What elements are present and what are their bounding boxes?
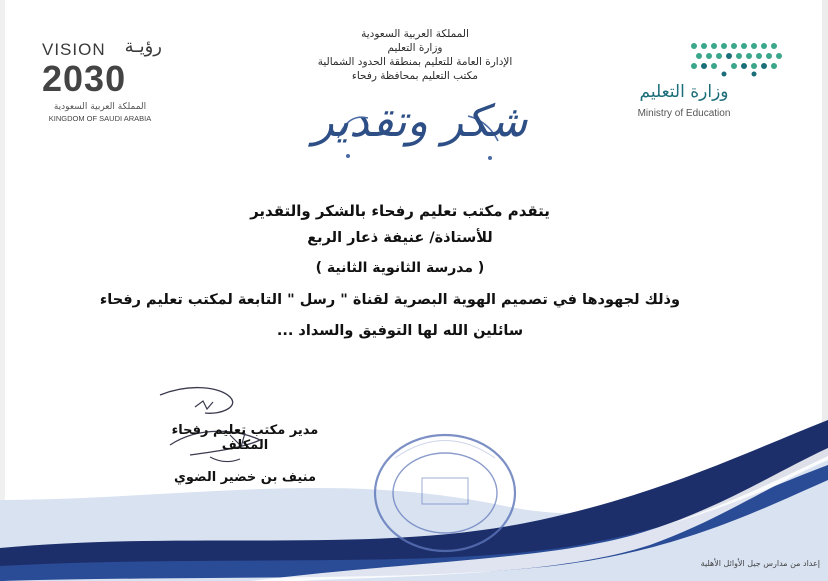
ministry-name-en: Ministry of Education (637, 108, 731, 119)
signatory-title: مدير مكتب تعليم رفحاء المكلف (171, 423, 319, 453)
vision-year: 2030 (42, 58, 127, 99)
header-line-ministry: وزارة التعليم (387, 42, 443, 54)
ministry-of-education-logo (628, 40, 798, 130)
body-line-school: ( مدرسة الثانوية الثانية ) (315, 260, 485, 276)
ministry-dots-icon (688, 40, 788, 78)
vision-kingdom-en: KINGDOM OF SAUDI ARABIA (48, 114, 152, 123)
body-line-wishes: سائلين الله لها التوفيق والسداد ... (276, 323, 524, 339)
official-stamp-seal-icon (370, 428, 520, 558)
header-line-office: مكتب التعليم بمحافظة رفحاء (351, 70, 479, 82)
body-line-intro: يتقدم مكتب تعليم رفحاء بالشكر والتقدير (250, 202, 550, 220)
body-line-reason: وذلك لجهودها في تصميم الهوية البصرية لقناة " رسل " التابعة لمكتب تعليم رفحاء (99, 292, 680, 308)
header-line-directorate: الإدارة العامة للتعليم بمنطقة الحدود الشمالية (317, 56, 513, 68)
vision-title-en: VISION (42, 40, 106, 59)
vision-kingdom-ar: المملكة العربية السعودية (53, 102, 147, 112)
footer-credit: إعداد من مدارس جيل الأوائل الأهلية (700, 559, 820, 568)
header-line-country: المملكة العربية السعودية (361, 28, 469, 40)
header-institution-text (270, 27, 560, 83)
vision-2030-logo (38, 36, 170, 125)
ministry-name-ar: وزارة التعليم (639, 82, 729, 102)
body-line-recipient: للأستاذة/ عنيفة ذعار الربع (307, 230, 493, 246)
signatory-name: منيف بن خضير الضوي (173, 470, 317, 485)
certificate-title: شكر وتقدير (312, 96, 528, 147)
vision-title-ar: رؤيـة (124, 36, 162, 57)
